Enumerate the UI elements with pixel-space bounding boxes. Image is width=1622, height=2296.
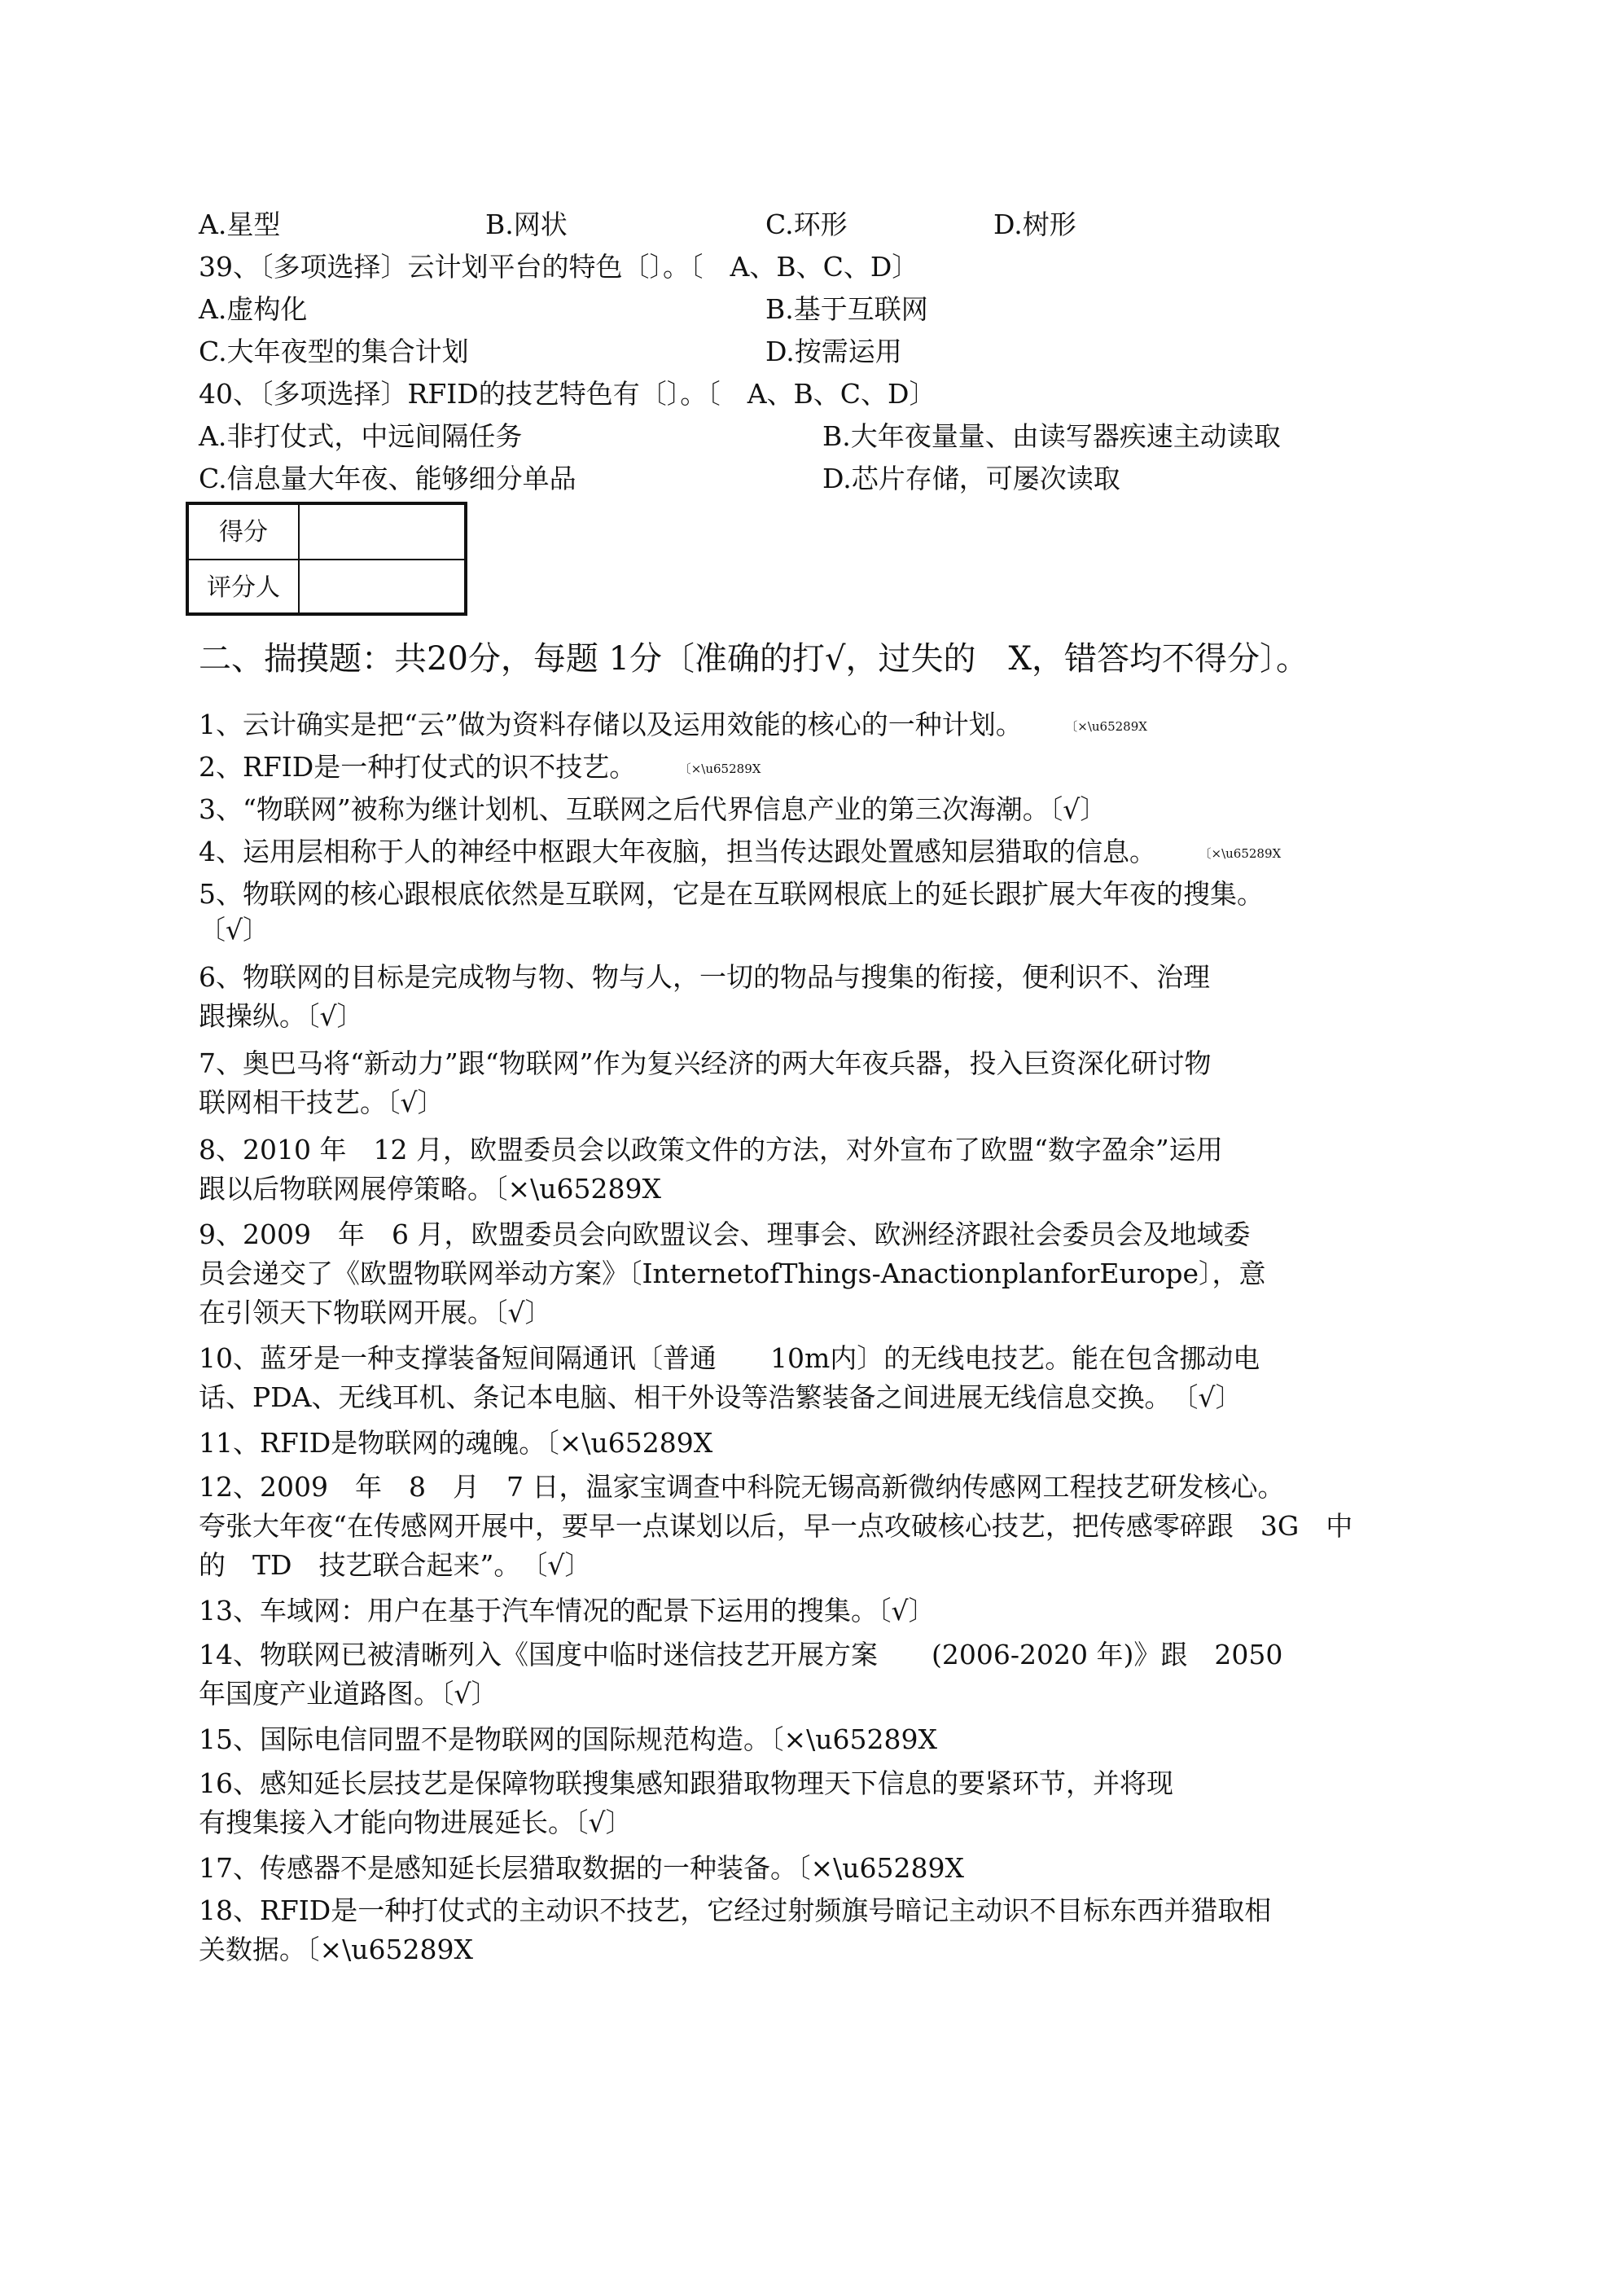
item-text: 的 TD 技艺联合起来”。 〔√〕	[199, 1549, 592, 1581]
item-text: 跟操纵。〔√〕	[199, 1000, 364, 1032]
q38-option-c: C.环形	[765, 209, 848, 240]
list-item	[199, 1469, 1284, 1505]
list-item	[199, 834, 1281, 871]
q38-option-b: B.网状	[485, 209, 568, 240]
list-item	[199, 876, 1264, 912]
list-item	[199, 1085, 445, 1121]
item-text: 10、蓝牙是一种支撑装备短间隔通讯〔普通 10m内〕的无线电技艺。能在包含挪动电	[199, 1342, 1260, 1374]
item-text: 1、云计确实是把“云”做为资料存储以及运用效能的核心的一种计划。	[199, 709, 1023, 740]
list-item	[199, 1380, 1243, 1416]
item-text: 5、物联网的核心跟根底依然是互联网，它是在互联网根底上的延长跟扩展大年夜的搜集。	[199, 878, 1264, 910]
item-text: 跟以后物联网展停策略。〔×\u65289X	[199, 1173, 661, 1205]
list-item	[199, 1637, 1282, 1673]
item-text: 3、“物联网”被称为继计划机、互联网之后代界信息产业的第三次海潮。〔√〕	[199, 793, 1107, 825]
item-text: 〔√〕	[199, 914, 270, 946]
score-table	[186, 502, 467, 616]
grader-row	[189, 560, 464, 616]
list-item	[199, 1766, 1173, 1802]
item-text: 13、车域网：用户在基于汽车情况的配景下运用的搜集。〔√〕	[199, 1595, 936, 1627]
item-text: 夸张大年夜“在传感网开展中，要早一点谋划以后，早一点攻破核心技艺，把传感零碎跟 3G 中	[199, 1510, 1353, 1542]
answer-mark: 〔×\u65289X	[1205, 846, 1282, 861]
q38-option-d: D.树形	[993, 209, 1076, 240]
list-item	[199, 1593, 936, 1629]
list-item	[199, 707, 1147, 744]
list-item	[199, 792, 1107, 828]
q38-option-a: A.星型	[199, 209, 281, 240]
answer-mark: 〔×\u65289X	[685, 762, 761, 776]
item-text: 关数据。〔×\u65289X	[199, 1934, 473, 1965]
list-item	[199, 1217, 1250, 1253]
item-text: 4、运用层相称于人的神经中枢跟大年夜脑，担当传达跟处置感知层猎取的信息。	[199, 836, 1156, 867]
item-text: 12、2009 年 8 月 7 日，温家宝调查中科院无锡高新微纳传感网工程技艺研发核心。	[199, 1471, 1285, 1503]
list-item	[199, 1547, 591, 1583]
list-item	[199, 912, 270, 948]
item-text: 15、国际电信同盟不是物联网的国际规范构造。〔×\u65289X	[199, 1723, 937, 1755]
item-text: 9、2009 年 6 月，欧盟委员会向欧盟议会、理事会、欧洲经济跟社会委员会及地域委	[199, 1218, 1251, 1250]
item-text: 在引领天下物联网开展。〔√〕	[199, 1297, 552, 1328]
q40-option-a: A.非打仗式，中远间隔任务	[199, 420, 523, 452]
item-text: 17、传感器不是感知延长层猎取数据的一种装备。〔×\u65289X	[199, 1852, 964, 1884]
q39-option-c: C.大年夜型的集合计划	[199, 336, 469, 367]
item-text: 16、感知延长层技艺是保障物联搜集感知跟猎取物理天下信息的要紧环节，并将现	[199, 1767, 1173, 1799]
list-item	[199, 959, 1210, 995]
item-text: 14、物联网已被清晰列入《国度中临时迷信技艺开展方案 (2006-2020 年)》跟 2050	[199, 1639, 1283, 1670]
q39-option-d: D.按需运用	[765, 336, 902, 367]
score-label: 得分	[189, 505, 300, 559]
list-item	[199, 1046, 1211, 1082]
list-item	[199, 999, 364, 1034]
q39-option-b: B.基于互联网	[765, 293, 928, 325]
section-heading: 二、揣摸题：共20分，每题 1分〔准确的打√，过失的 X，错答均不得分〕。	[199, 640, 1309, 678]
item-text: 8、2010 年 12 月，欧盟委员会以政策文件的方法，对外宣布了欧盟“数字盈余”运用	[199, 1134, 1223, 1166]
q39-stem: 39、〔多项选择〕云计划平台的特色〔〕。〔 A、B、C、D〕	[199, 251, 919, 283]
item-text: 联网相干技艺。〔√〕	[199, 1087, 445, 1118]
grader-label: 评分人	[189, 560, 300, 616]
list-item	[199, 1932, 473, 1968]
item-text: 员会递交了《欧盟物联网举动方案》〔InternetofThings-AnactionplanforEurope〕，意	[199, 1258, 1266, 1289]
list-item	[199, 1508, 1352, 1544]
list-item	[199, 1850, 964, 1886]
answer-mark: 〔×\u65289X	[1071, 719, 1147, 734]
item-text: 年国度产业道路图。〔√〕	[199, 1678, 498, 1710]
list-item	[199, 1171, 661, 1207]
list-item	[199, 1256, 1266, 1292]
list-item	[199, 1893, 1271, 1929]
list-item	[199, 749, 761, 787]
q40-option-d: D.芯片存储，可屡次读取	[822, 463, 1120, 494]
list-item	[199, 1676, 498, 1712]
list-item	[199, 1722, 937, 1758]
item-text: 有搜集接入才能向物进展延长。〔√〕	[199, 1807, 633, 1838]
item-text: 2、RFID是一种打仗式的识不技艺。	[199, 751, 637, 783]
item-text: 11、RFID是物联网的魂魄。〔×\u65289X	[199, 1427, 713, 1459]
q40-stem: 40、〔多项选择〕RFID的技艺特色有〔〕。〔 A、B、C、D〕	[199, 378, 936, 410]
q39-option-a: A.虚构化	[199, 293, 308, 325]
list-item	[199, 1425, 712, 1461]
item-text: 18、RFID是一种打仗式的主动识不技艺，它经过射频旗号暗记主动识不目标东西并猎取相	[199, 1894, 1272, 1926]
list-item	[199, 1341, 1260, 1376]
list-item	[199, 1805, 633, 1841]
item-text: 6、物联网的目标是完成物与物、物与人，一切的物品与搜集的衔接，便利识不、治理	[199, 961, 1210, 993]
q40-option-b: B.大年夜量量、由读写器疾速主动读取	[822, 420, 1281, 452]
item-text: 7、奥巴马将“新动力”跟“物联网”作为复兴经济的两大年夜兵器，投入巨资深化研讨物	[199, 1047, 1212, 1079]
q40-option-c: C.信息量大年夜、能够细分单品	[199, 463, 576, 494]
score-row	[189, 505, 464, 560]
list-item	[199, 1132, 1223, 1168]
list-item	[199, 1295, 552, 1331]
item-text: 话、PDA、无线耳机、条记本电脑、相干外设等浩繁装备之间进展无线信息交换。 〔√〕	[199, 1381, 1243, 1413]
